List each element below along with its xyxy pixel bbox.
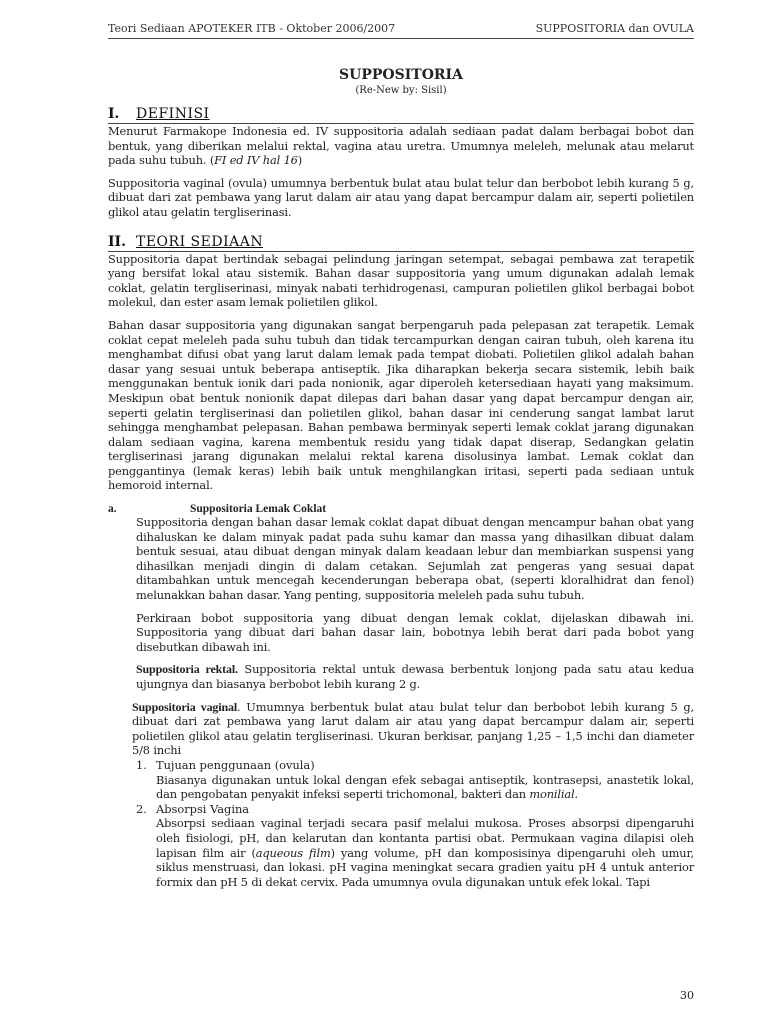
definisi-paragraph-1 xyxy=(108,124,694,168)
text: ) yang volume, pH dan komposisinya dipengaruhi oleh umur, siklus menstruasi, dan lokasi. pH vagina meningkat secara gradien yaitu pH 4 untuk anterior formix dan pH 5 di dekat cervix. Pada umumnya ovula digunakan untuk efek lokal. Tapi xyxy=(156,845,694,889)
teori-paragraph-2: Bahan dasar suppositoria yang digunakan sangat berpengaruh pada pelepasan zat terapetik. Lemak coklat cepat meleleh pada suhu tubuh dan tidak tercampurkan dengan cairan tubuh, oleh karena itu menghambat difusi obat yang larut dalam lemak pada tempat diobati. Polietilen glikol adalah bahan dasar yang sesuai untuk beberapa antiseptik. Jika diharapkan bekerja secara sistemik, lebih baik menggunakan bentuk ionik dari pada nonionik, agar diperoleh ketersediaan hayati yang maksimum. Meskipun obat bentuk nonionik dapat dilepas dari bahan dasar yang dapat bercampur dengan air, seperti gelatin tergliserinasi dan polietilen glikol, bahan dasar ini cenderung sangat lambat larut sehingga menghambat pelepasan. Bahan pembawa berminyak seperti lemak coklat jarang digunakan dalam sediaan vagina, karena membentuk residu yang tidak dapat diserap, Sedangkan gelatin tergliserinasi jarang digunakan melalui rektal karena disolusinya lambat. Lemak coklat dan penggantinya (lemak keras) lebih baik untuk menghilangkan iritasi, seperti pada sediaan untuk hemoroid internal. xyxy=(108,317,694,493)
section-number: I. xyxy=(108,106,120,122)
section-name: TEORI SEDIAAN xyxy=(136,233,264,250)
list-item-2-title xyxy=(136,802,694,817)
definisi-paragraph-2: Suppositoria vaginal (ovula) umumnya berbentuk bulat atau bulat telur dan berbobot lebih kurang 5 g, dibuat dari zat pembawa yang larut dalam air atau yang dapat bercampur dalam air, seperti polietilen glikol atau gelatin tergliserinasi. xyxy=(108,175,694,219)
header-left: Teori Sediaan APOTEKER ITB - Oktober 2006/2007 xyxy=(108,22,396,35)
section-teori-heading xyxy=(108,234,694,252)
subsection-a-paragraph-1: Suppositoria dengan bahan dasar lemak coklat dapat dibuat dengan mencampur bahan obat yang dihaluskan ke dalam minyak padat pada suhu kamar dan massa yang dihasilkan dibuat dalam bentuk sesuai, atau dibuat dengan minyak dalam keadaan lebur dan membiarkan suspensi yang dihasilkan menjadi dingin di dalam cetakan. Sejumlah zat pengeras yang sesuai dapat ditambahkan untuk mencegah kecenderungan beberapa obat, (seperti kloralhidrat dan fenol) melunakkan bahan dasar. Yang penting, suppositoria meleleh pada suhu tubuh. xyxy=(136,515,694,603)
text: . Umumnya berbentuk bulat atau bulat telur dan berbobot lebih kurang 5 g, dibuat dari zat pembawa yang larut dalam air atau yang dapat bercampur dalam air, seperti polietilen glikol atau gelatin tergliserinasi. Ukuran berkisar, panjang 1,25 – 1,5 inchi dan diameter 5/8 inchi xyxy=(132,699,694,758)
section-number: II. xyxy=(108,233,126,250)
bold-term: Suppositoria rektal. xyxy=(136,662,238,677)
subsection-title: Suppositoria Lemak Coklat xyxy=(190,503,327,516)
vaginal-paragraph xyxy=(132,700,694,758)
subsection-letter: a. xyxy=(108,503,117,516)
text: Absorpsi sediaan vaginal terjadi secara pasif melalui mukosa. Proses absorpsi dipengaruhi oleh fisiologi, pH, dan kelarutan dan kontanta partisi obat. Permukaan vagina dilapisi oleh lapisan film air ( xyxy=(156,816,694,860)
text: ) xyxy=(297,153,303,168)
list-item-1-body xyxy=(156,773,694,802)
rektal-paragraph xyxy=(136,662,694,691)
italic-term: aqueous film xyxy=(255,845,331,860)
text: Biasanya digunakan untuk lokal dengan efek sebagai antiseptik, kontrasepsi, anastetik lokal, dan pengobatan penyakit infeksi seperti trichomonal, bakteri dan xyxy=(156,772,694,802)
page-number: 30 xyxy=(680,989,694,1002)
page-subtitle: (Re-New by: Sisil) xyxy=(355,85,447,96)
subsection-a-heading xyxy=(108,503,694,515)
text: Menurut Farmakope Indonesia ed. IV suppositoria adalah sediaan padat dalam berbagai bobot dan bentuk, yang diberikan melalui rektal, vagina atau uretra. Umumnya meleleh, melunak atau melarut pada suhu tubuh. ( xyxy=(108,124,694,168)
bold-term: Suppositoria vaginal xyxy=(132,699,238,714)
document-page xyxy=(108,22,694,1002)
list-title: Absorpsi Vagina xyxy=(156,801,250,816)
italic-term: monilial. xyxy=(529,787,579,802)
subsection-a-paragraph-2: Perkiraan bobot suppositoria yang dibuat dengan lemak coklat, dijelaskan dibawah ini. Suppositoria yang dibuat dari bahan dasar lain, bobotnya lebih berat dari pada bobot yang disebutkan dibawah ini. xyxy=(136,610,694,654)
list-item-2-body xyxy=(156,816,694,889)
section-definisi-heading xyxy=(108,106,694,124)
list-number: 1. xyxy=(136,757,147,772)
list-title: Tujuan penggunaan (ovula) xyxy=(156,757,315,772)
page-title: SUPPOSITORIA xyxy=(339,67,463,83)
list-number: 2. xyxy=(136,801,147,816)
reference: FI ed IV hal 16 xyxy=(214,153,298,168)
teori-paragraph-1: Suppositoria dapat bertindak sebagai pelindung jaringan setempat, sebagai pembawa zat terapetik yang bersifat lokal atau sistemik. Bahan dasar suppositoria yang umum digunakan adalah lemak coklat, gelatin tergliserinasi, minyak nabati terhidrogenasi, campuran polietilen glikol berbagai bobot molekul, dan ester asam lemak polietilen glikol. xyxy=(108,251,694,310)
text: Suppositoria rektal untuk dewasa berbentuk lonjong pada satu atau kedua ujungnya dan biasanya berbobot lebih kurang 2 g. xyxy=(136,662,694,691)
list-item-1-title xyxy=(136,758,694,773)
section-name: DEFINISI xyxy=(136,106,210,122)
header-right: SUPPOSITORIA dan OVULA xyxy=(535,22,694,35)
running-header xyxy=(108,22,694,39)
